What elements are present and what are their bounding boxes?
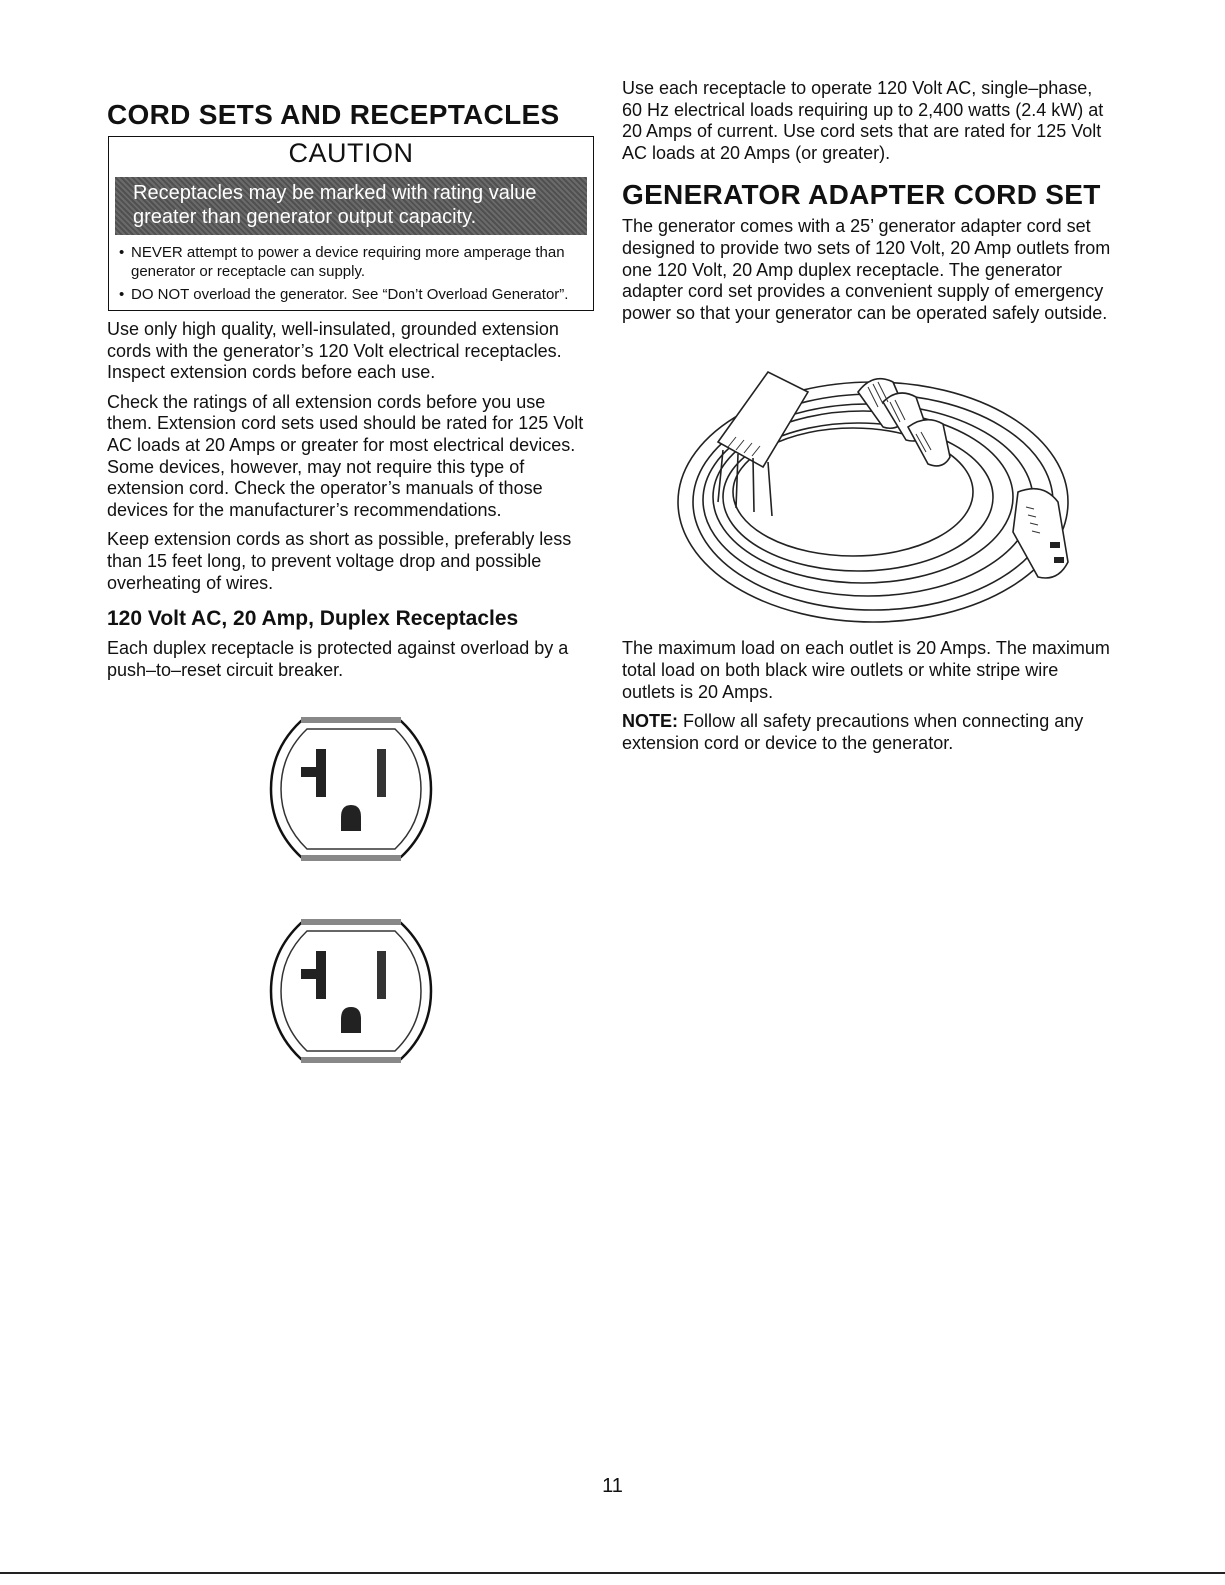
paragraph-keep-short: Keep extension cords as short as possible, preferably less than 15 feet long, to prevent voltage drop and possible overheating of wires. [107,529,572,593]
paragraph-receptacle-usage: Use each receptacle to operate 120 Volt AC, single–phase, 60 Hz electrical loads requiring up to 2,400 watts (2.4 kW) at 20 Amps of current. Use cord sets that are rated for 125 Volt AC loads at 20 Amps (or greater). [622,78,1104,163]
section-heading-cord-sets: CORD SETS AND RECEPTACLES [107,99,560,130]
paragraph-circuit-breaker: Each duplex receptacle is protected against overload by a push–to–reset circuit breaker. [107,638,569,680]
note-label: NOTE: [622,711,678,732]
caution-item: • DO NOT overload the generator. See “Don’t Overload Generator”. [119,285,585,304]
page-number: 11 [602,1475,623,1497]
caution-band-line-2: greater than generator output capacity. [133,206,477,228]
paragraph-maximum-load: The maximum load on each outlet is 20 Amps. The maximum total load on both black wire outlets or white stripe wire outlets is 20 Amps. [622,638,1110,702]
subheading-duplex-receptacles: 120 Volt AC, 20 Amp, Duplex Receptacles [107,607,519,631]
caution-box [108,136,594,311]
paragraph-check-ratings: Check the ratings of all extension cords before you use them. Extension cord sets used should be rated for 125 Volt AC loads at 20 Amps or greater for most electrical devices. Some devices, however, may not require this type of extension cord. Check the operator’s manuals of those devices for the manufacturer’s recommendations. [107,391,584,520]
paragraph-extension-cords: Use only high quality, well-insulated, grounded extension cords with the generator’s 120 Volt electrical receptacles. Inspect extension cords before each use. [107,319,562,383]
caution-warning-band [115,177,587,235]
receptacle-outlet-icon [261,911,441,1071]
paragraph-adapter-description: The generator comes with a 25’ generator adapter cord set designed to provide two sets of 120 Volt, 20 Amp outlets from one 120 Volt, 20 Amp duplex receptacle. The generator adapter cord set provides a convenient supply of emergency power so that your generator can be operated safely outside. [622,216,1111,323]
paragraph-note [622,711,1112,754]
caution-item: • NEVER attempt to power a device requiring more amperage than generator or receptacle can supply. [119,243,585,281]
caution-title: CAUTION [288,138,414,168]
receptacle-outlet-icon [261,709,441,869]
note-text: Follow all safety precautions when connecting any extension cord or device to the generator. [622,711,1084,753]
page-bottom-rule [0,1572,1225,1574]
adapter-cord-set-illustration [658,332,1078,632]
caution-band-line-1: Receptacles may be marked with rating value [133,182,537,204]
right-column [622,78,1112,762]
section-heading-adapter-cord: GENERATOR ADAPTER CORD SET [622,179,1101,211]
caution-list [109,243,593,304]
left-column [107,98,595,1071]
